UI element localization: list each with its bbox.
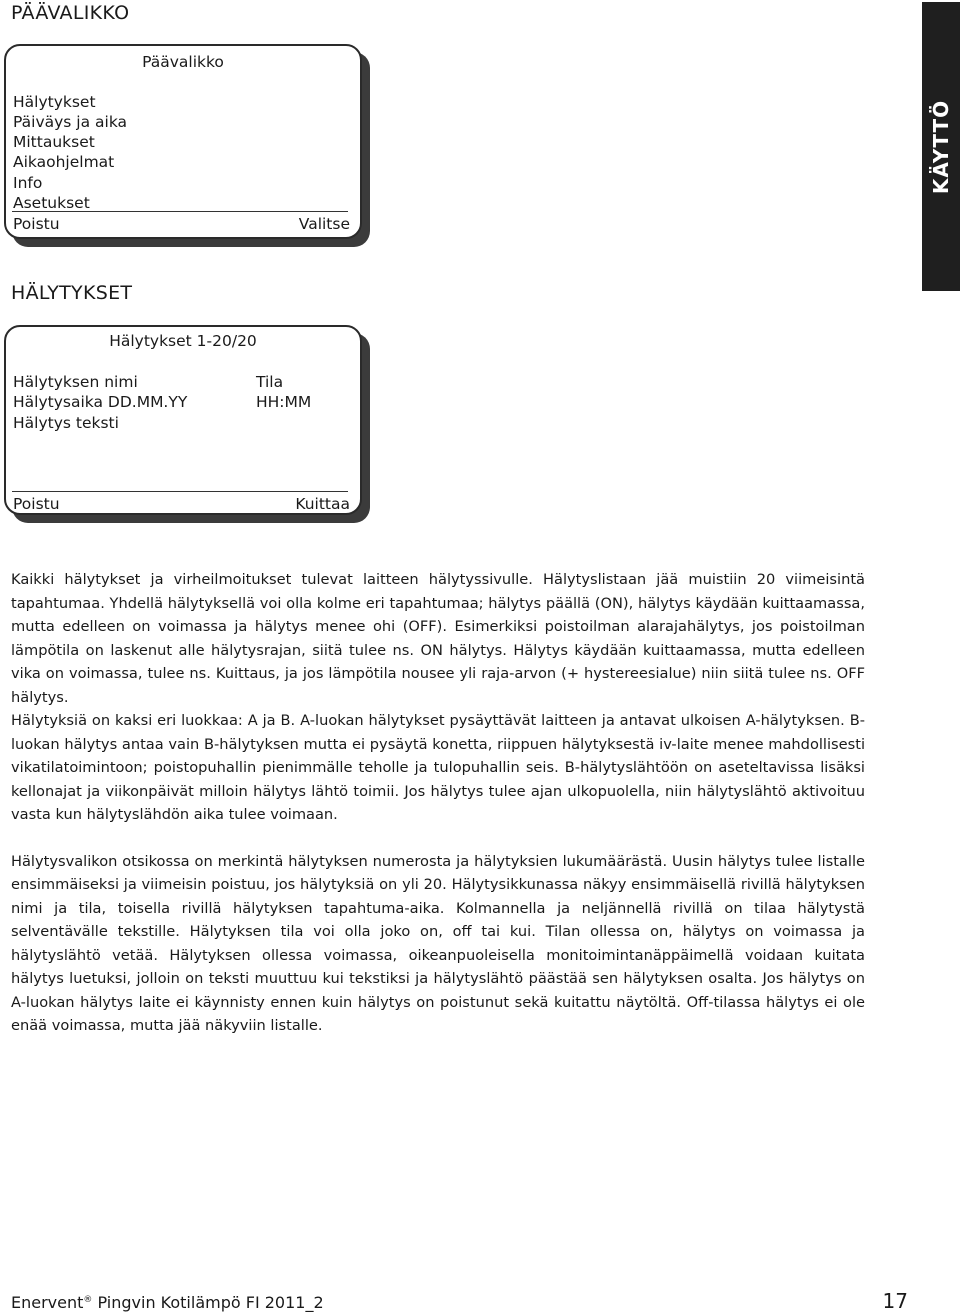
alarm-text: Hälytys teksti [13, 414, 119, 432]
kuittaa-softkey[interactable]: Kuittaa [295, 495, 350, 513]
paragraph-alarm-classes: Hälytyksiä on kaksi eri luokkaa: A ja B. A-luokan hälytykset pysäyttävät laitteen ja antavat ulkoisen A-hälytyksen. B-luokan hälytys antaa vain B-hälytyksen mutta ei pysäytä konetta, riippuen hälytyksestä iv-laite menee mahdollisesti vikatilatoimintoon; poistopuhallin pienimmälle teholle ja tulopuhallin seis. B-hälytyslähtöön on aseteltavissa lisäksi kellonajat ja viikonpäivät milloin hälytys lähtö toimii. Jos hälytys tulee ajan ulkopuolella, niin hälytyslähtö aktivoituu vasta kun hälytyslähdön aika tulee voimaan. [11, 712, 865, 823]
body-text [11, 568, 865, 1038]
page-number: 17 [882, 1289, 908, 1313]
alarm-time: Hälytysaika DD.MM.YY [13, 393, 188, 411]
poistu-softkey[interactable]: Poistu [13, 495, 60, 513]
softkey-divider [12, 491, 348, 492]
footer-doc: Pingvin Kotilämpö FI 2011_2 [92, 1293, 324, 1312]
alarm-screen [4, 325, 362, 515]
registered-mark: ® [83, 1295, 93, 1305]
side-tab-kaytto [922, 2, 960, 291]
main-menu-screen [4, 44, 362, 239]
alarm-state: Tila [256, 373, 284, 391]
valitse-softkey[interactable]: Valitse [298, 215, 350, 233]
side-tab-label: KÄYTTÖ [929, 99, 953, 194]
menu-item-paivays[interactable]: Päiväys ja aika [13, 113, 128, 131]
alarm-name: Hälytyksen nimi [13, 373, 138, 391]
menu-item-asetukset[interactable]: Asetukset [13, 194, 90, 212]
footer-document-title [11, 1290, 324, 1313]
section-heading-alarms: HÄLYTYKSET [11, 282, 133, 304]
section-heading-main-menu: PÄÄVALIKKO [11, 2, 130, 24]
poistu-softkey[interactable]: Poistu [13, 215, 60, 233]
menu-item-info[interactable]: Info [13, 174, 43, 192]
footer-brand: Enervent [11, 1293, 84, 1312]
menu-item-halytykset[interactable]: Hälytykset [13, 93, 96, 111]
menu-item-aikaohjelmat[interactable]: Aikaohjelmat [13, 153, 115, 171]
paragraph-alarm-menu: Hälytysvalikon otsikossa on merkintä hälytyksen numerosta ja hälytyksien lukumäärästä. Uusin hälytys tulee listalle ensimmäiseksi ja viimeisin poistuu, jos hälytyksiä on yli 20. Hälytysikkunassa näkyy ensimmäisellä rivillä hälytyksen nimi ja tila, toisella rivillä hälytyksen tapahtuma-aika. Kolmannella ja neljännellä rivillä on tilaa hälytystä selventävälle tekstille. Hälytyksen tila voi olla joko on, off tai kui. Tilan ollessa on, hälytys on voimassa ja hälytyslähtö vetää. Hälytyksen ollessa voimassa, oikeanpuoleisella monitoimintanäppäimellä voidaan kuitata hälytys luetuksi, jolloin on teksti muuttuu kui tekstiksi ja hälytyslähtö päästää sen hälytyksen osalta. Jos hälytys on A-luokan hälytys laite ei käynnisty ennen kuin hälytys on poistunut sekä kuitattu näytöltä. Off-tilassa hälytys ei ole enää voimassa, mutta jää näkyviin listalle. [11, 852, 865, 1034]
softkey-divider [12, 211, 348, 212]
alarm-clock: HH:MM [256, 393, 312, 411]
menu-item-mittaukset[interactable]: Mittaukset [13, 133, 95, 151]
paragraph-alarm-events: Kaikki hälytykset ja virheilmoitukset tulevat laitteen hälytyssivulle. Hälytyslistaan jää muistiin 20 viimeisintä tapahtumaa. Yhdellä hälytyksellä voi olla kolme eri tapahtumaa; hälytys päällä (ON), hälytys käydään kuittaamassa, mutta edelleen on voimassa ja hälytys menee ohi (OFF). Esimerkiksi poistoilman alarajahälytys, jos poistoilman lämpötila on laskenut alle hälytysrajan, siitä tulee ns. ON hälytys. Hälytys käydään kuittaamassa, mutta edelleen vika on voimassa, tulee ns. Kuittaus, ja jos lämpötila nousee yli raja-arvon (+ hystereesialue) niin siitä tulee ns. OFF hälytys. [11, 571, 865, 706]
screen-title: Päävalikko [142, 53, 224, 71]
screen-title: Hälytykset 1-20/20 [109, 332, 257, 350]
